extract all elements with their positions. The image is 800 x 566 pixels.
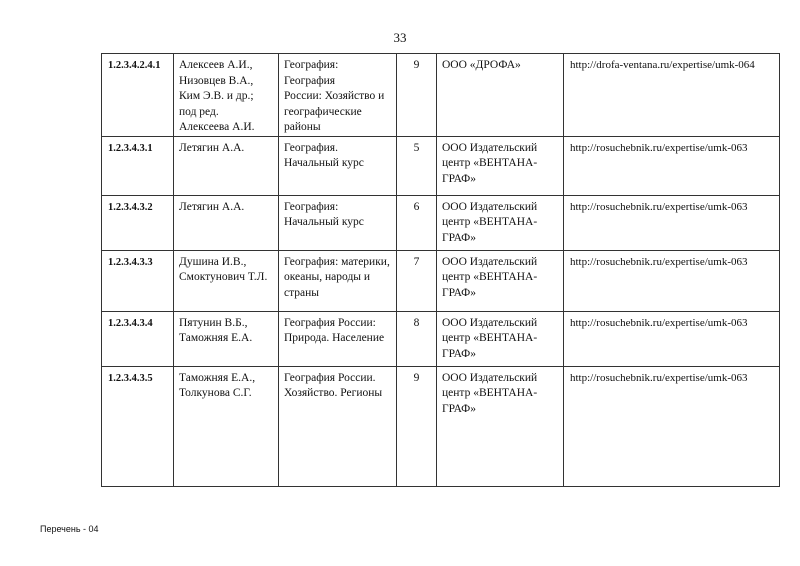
row-url: http://drofa-ventana.ru/expertise/umk-064 [564, 54, 780, 137]
table-row [102, 54, 780, 137]
textbook-table [101, 53, 780, 487]
row-url: http://rosuchebnik.ru/expertise/umk-063 [564, 250, 780, 311]
row-title: География России. Хозяйство. Регионы [279, 366, 397, 486]
row-grade: 6 [397, 195, 437, 250]
row-url: http://rosuchebnik.ru/expertise/umk-063 [564, 136, 780, 195]
row-url: http://rosuchebnik.ru/expertise/umk-063 [564, 311, 780, 366]
row-title: География: материки, океаны, народы и страны [279, 250, 397, 311]
table-row [102, 250, 780, 311]
row-grade: 7 [397, 250, 437, 311]
row-grade: 9 [397, 54, 437, 137]
row-publisher: ООО Издательский центр «ВЕНТАНА- ГРАФ» [437, 311, 564, 366]
footer-label: Перечень - 04 [40, 524, 99, 534]
row-title: География: Начальный курс [279, 195, 397, 250]
row-authors: Алексеев А.И., Низовцев В.А., Ким Э.В. и др.; под ред. Алексеева А.И. [174, 54, 279, 137]
row-publisher: ООО Издательский центр «ВЕНТАНА- ГРАФ» [437, 366, 564, 486]
row-publisher: ООО Издательский центр «ВЕНТАНА- ГРАФ» [437, 136, 564, 195]
row-url: http://rosuchebnik.ru/expertise/umk-063 [564, 195, 780, 250]
row-code: 1.2.3.4.3.5 [102, 366, 174, 486]
row-code: 1.2.3.4.3.3 [102, 250, 174, 311]
table-row [102, 311, 780, 366]
row-code: 1.2.3.4.2.4.1 [102, 54, 174, 137]
row-authors: Душина И.В., Смоктунович Т.Л. [174, 250, 279, 311]
row-authors: Таможняя Е.А., Толкунова С.Г. [174, 366, 279, 486]
row-title: География. Начальный курс [279, 136, 397, 195]
row-publisher: ООО Издательский центр «ВЕНТАНА- ГРАФ» [437, 250, 564, 311]
row-url: http://rosuchebnik.ru/expertise/umk-063 [564, 366, 780, 486]
table-row [102, 195, 780, 250]
row-title: География: География России: Хозяйство и географические районы [279, 54, 397, 137]
row-grade: 9 [397, 366, 437, 486]
page-number: 33 [393, 30, 407, 45]
row-code: 1.2.3.4.3.2 [102, 195, 174, 250]
table-row [102, 366, 780, 486]
row-grade: 5 [397, 136, 437, 195]
row-publisher: ООО «ДРОФА» [437, 54, 564, 137]
table-row [102, 136, 780, 195]
row-authors: Летягин А.А. [174, 195, 279, 250]
row-code: 1.2.3.4.3.4 [102, 311, 174, 366]
row-grade: 8 [397, 311, 437, 366]
row-title: География России: Природа. Население [279, 311, 397, 366]
row-authors: Пятунин В.Б., Таможняя Е.А. [174, 311, 279, 366]
row-code: 1.2.3.4.3.1 [102, 136, 174, 195]
row-authors: Летягин А.А. [174, 136, 279, 195]
row-publisher: ООО Издательский центр «ВЕНТАНА- ГРАФ» [437, 195, 564, 250]
